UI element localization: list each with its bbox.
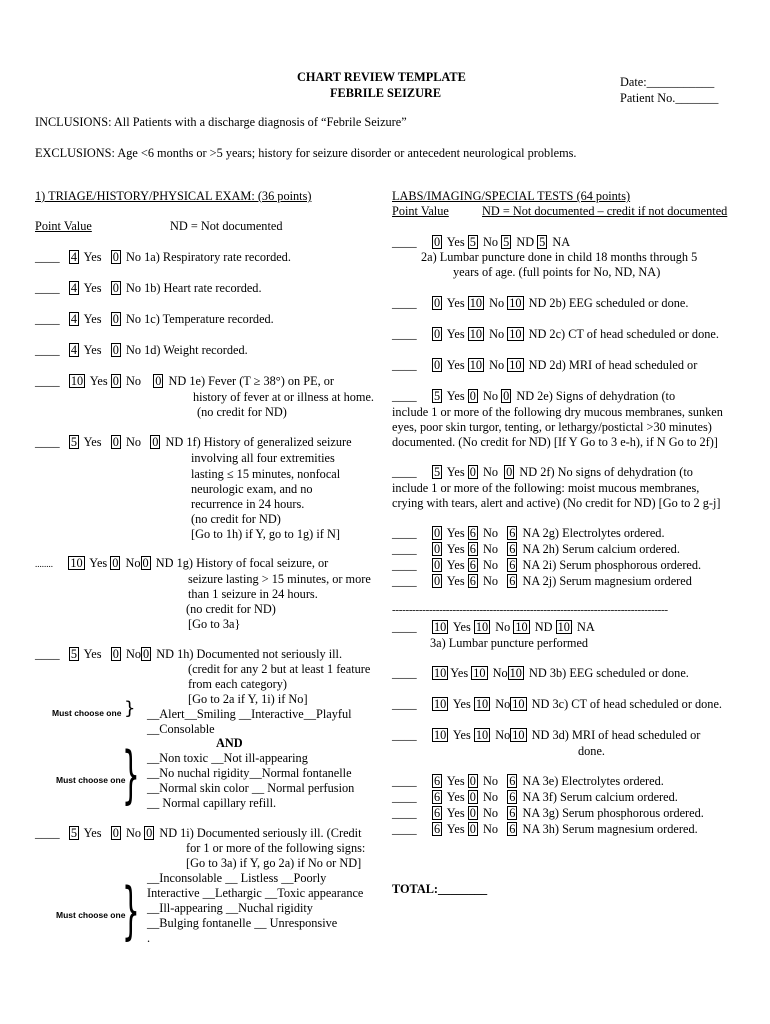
must-choose-label: Must choose one xyxy=(52,708,122,718)
na-label: NA xyxy=(576,620,595,634)
item-3e xyxy=(392,774,664,790)
yes-label: Yes xyxy=(446,389,465,403)
score-box[interactable]: 5 xyxy=(70,826,77,840)
score-box[interactable]: 6 xyxy=(469,574,476,588)
score-box[interactable]: 10 xyxy=(469,296,483,310)
item-1g-line3: than 1 seizure in 24 hours. xyxy=(188,587,318,601)
score-blank[interactable]: ____ xyxy=(392,574,417,588)
total-field[interactable]: TOTAL:________ xyxy=(392,882,488,896)
score-box[interactable]: 6 xyxy=(509,790,516,804)
score-box[interactable]: 10 xyxy=(557,620,570,634)
no-label: No xyxy=(492,666,508,680)
score-box[interactable]: 6 xyxy=(433,790,441,804)
score-box[interactable]: 6 xyxy=(469,558,476,572)
no-label: No xyxy=(482,574,498,588)
item-1h-line6[interactable]: __Consolable xyxy=(147,722,215,736)
item-3h xyxy=(392,822,698,838)
item-3d-line2: done. xyxy=(578,744,605,758)
score-box[interactable]: 10 xyxy=(475,728,489,742)
item-2h xyxy=(392,542,680,558)
score-box[interactable]: 0 xyxy=(469,806,476,820)
item-2f-line2: include 1 or more of the following: moist mucous membranes, xyxy=(392,481,700,495)
score-box[interactable]: 0 xyxy=(433,327,441,341)
item-1e xyxy=(35,374,334,390)
score-blank[interactable]: ____ xyxy=(35,374,60,388)
item-text: NA 3e) Electrolytes ordered. xyxy=(522,774,664,788)
no-label: No xyxy=(489,296,505,310)
score-blank[interactable]: ____ xyxy=(392,235,417,249)
score-box[interactable]: 6 xyxy=(509,558,516,572)
score-blank[interactable]: ____ xyxy=(35,250,60,264)
item-text: ND 2d) MRI of head scheduled or xyxy=(528,358,698,372)
item-1h-line2: (credit for any 2 but at least 1 feature xyxy=(188,662,371,676)
score-blank[interactable]: ____ xyxy=(392,558,417,572)
inclusions-text: INCLUSIONS: All Patients with a discharge diagnosis of “Febrile Seizure” xyxy=(35,115,407,129)
left-nd-note: ND = Not documented xyxy=(170,219,283,233)
item-3a-line2: 3a) Lumbar puncture performed xyxy=(430,636,589,650)
score-box[interactable]: 0 xyxy=(143,647,150,661)
yes-label: Yes xyxy=(83,647,102,661)
item-1h-line8[interactable]: __No nuchal rigidity__Normal fontanelle xyxy=(147,766,352,780)
score-box[interactable]: 5 xyxy=(70,647,77,661)
item-1i-line8: . xyxy=(147,931,151,945)
score-blank[interactable]: ____ xyxy=(392,774,417,788)
score-blank[interactable]: ____ xyxy=(35,281,60,295)
score-box[interactable]: 0 xyxy=(469,790,476,804)
no-label: No xyxy=(482,822,498,836)
score-box[interactable]: 4 xyxy=(70,343,77,357)
score-box[interactable]: 0 xyxy=(469,774,476,788)
yes-label: Yes xyxy=(89,374,108,388)
score-blank[interactable]: ____ xyxy=(392,389,417,403)
item-1i-line5[interactable]: Interactive __Lethargic __Toxic appearance xyxy=(147,886,364,900)
item-1i-line6[interactable]: __Ill-appearing __Nuchal rigidity xyxy=(147,901,313,915)
yes-label: Yes xyxy=(83,250,102,264)
no-label: No xyxy=(125,556,141,570)
score-box[interactable]: 0 xyxy=(152,435,159,449)
item-2a xyxy=(392,235,570,251)
yes-label: Yes xyxy=(446,327,465,341)
section1-title: 1) TRIAGE/HISTORY/PHYSICAL EXAM: (36 points) xyxy=(35,189,312,203)
score-blank[interactable]: ____ xyxy=(392,526,417,540)
score-box[interactable]: 5 xyxy=(503,235,510,249)
item-text: ND 2c) CT of head scheduled or done. xyxy=(528,327,719,341)
yes-label: Yes xyxy=(446,235,465,249)
item-text: No 1c) Temperature recorded. xyxy=(125,312,274,326)
item-2f xyxy=(392,465,693,481)
score-box[interactable]: 6 xyxy=(509,774,516,788)
yes-label: Yes xyxy=(446,558,465,572)
item-1h-line3: from each category) xyxy=(188,677,287,691)
no-label: No xyxy=(125,826,142,840)
item-text: NA 3f) Serum calcium ordered. xyxy=(522,790,678,804)
score-box[interactable]: 0 xyxy=(433,358,441,372)
item-1i-line7[interactable]: __Bulging fontanelle __ Unresponsive xyxy=(147,916,338,930)
doc-subtitle: FEBRILE SEIZURE xyxy=(330,86,442,100)
item-1f-line5: recurrence in 24 hours. xyxy=(191,497,305,511)
yes-label: Yes xyxy=(446,822,465,836)
yes-label: Yes xyxy=(83,281,102,295)
item-1g-line5: [Go to 3a} xyxy=(188,617,241,631)
score-blank[interactable]: ____ xyxy=(392,620,417,634)
no-label: No xyxy=(125,647,142,661)
item-3f xyxy=(392,790,678,806)
item-text: ND 1g) History of focal seizure, or xyxy=(155,556,329,570)
score-box[interactable]: 0 xyxy=(142,556,149,570)
item-2e-line4: documented. (No credit for ND) [If Y Go to 3 e-h), if N Go to 2f)] xyxy=(392,435,718,449)
item-3c xyxy=(392,697,722,713)
brace-icon: } xyxy=(122,874,140,947)
item-1h-line10[interactable]: __ Normal capillary refill. xyxy=(147,796,277,810)
score-box[interactable]: 0 xyxy=(112,647,119,661)
item-text: ND 3b) EEG scheduled or done. xyxy=(529,666,689,680)
no-label: No xyxy=(482,806,498,820)
no-label: No xyxy=(482,790,498,804)
no-label: No xyxy=(495,620,511,634)
score-box[interactable]: 0 xyxy=(112,250,119,264)
yes-label: Yes xyxy=(450,666,469,680)
item-1a xyxy=(35,250,291,266)
score-box[interactable]: 0 xyxy=(112,281,119,295)
score-box[interactable]: 10 xyxy=(509,666,522,680)
item-2a-line2: 2a) Lumbar puncture done in child 18 months through 5 xyxy=(421,250,698,264)
item-1i-line2: for 1 or more of the following signs: xyxy=(186,841,366,855)
score-box[interactable]: 6 xyxy=(509,822,516,836)
item-2e-line2: include 1 or more of the following dry mucous membranes, sunken xyxy=(392,405,723,419)
item-1g-line4: (no credit for ND) xyxy=(186,602,276,616)
item-3d xyxy=(392,728,700,744)
item-2c xyxy=(392,327,719,343)
score-blank[interactable]: ____ xyxy=(392,666,417,680)
score-box[interactable]: 0 xyxy=(503,389,510,403)
no-label: No xyxy=(489,327,505,341)
score-box[interactable]: 10 xyxy=(473,666,486,680)
item-1b xyxy=(35,281,262,297)
score-box[interactable]: 10 xyxy=(512,697,525,711)
date-field[interactable]: Date:___________ xyxy=(620,75,715,89)
yes-label: Yes xyxy=(452,697,471,711)
score-box[interactable]: 5 xyxy=(70,435,77,449)
score-box[interactable]: 6 xyxy=(509,542,516,556)
item-text: ND 1f) History of generalized seizure xyxy=(165,435,352,449)
item-text: ND 3c) CT of head scheduled or done. xyxy=(531,697,722,711)
na-label: NA xyxy=(552,235,571,249)
score-box[interactable]: 0 xyxy=(146,826,153,840)
brace-icon: } xyxy=(122,738,140,811)
exclusions-text: EXCLUSIONS: Age <6 months or >5 years; history for seizure disorder or antecedent neurological problems. xyxy=(35,146,577,160)
item-1c xyxy=(35,312,274,328)
yes-label: Yes xyxy=(452,620,471,634)
item-text: NA 3h) Serum magnesium ordered. xyxy=(522,822,698,836)
item-2b xyxy=(392,296,688,312)
yes-label: Yes xyxy=(446,774,465,788)
no-label: No xyxy=(495,697,511,711)
score-box[interactable]: 10 xyxy=(512,728,525,742)
score-box[interactable]: 10 xyxy=(433,697,447,711)
score-box[interactable]: 0 xyxy=(433,574,441,588)
item-2e xyxy=(392,389,675,405)
score-blank[interactable]: ____ xyxy=(392,697,417,711)
yes-label: Yes xyxy=(446,526,465,540)
item-text: NA 2h) Serum calcium ordered. xyxy=(522,542,680,556)
score-box[interactable]: 0 xyxy=(112,556,119,570)
item-text: No 1a) Respiratory rate recorded. xyxy=(125,250,291,264)
item-text: NA 3g) Serum phosphorous ordered. xyxy=(522,806,704,820)
no-label: No xyxy=(495,728,511,742)
score-box[interactable]: 6 xyxy=(509,574,516,588)
no-label: No xyxy=(489,358,505,372)
score-box[interactable]: 0 xyxy=(112,343,119,357)
no-label: No xyxy=(482,542,498,556)
item-3b xyxy=(392,666,689,682)
score-blank[interactable]: ____ xyxy=(35,343,60,357)
score-blank[interactable]: ____ xyxy=(392,822,417,836)
score-blank[interactable]: ____ xyxy=(35,435,60,449)
nd-label: ND xyxy=(516,235,535,249)
yes-label: Yes xyxy=(89,556,108,570)
no-label: No xyxy=(125,435,142,449)
item-1f-line6: (no credit for ND) xyxy=(191,512,281,526)
nd-label: ND xyxy=(534,620,553,634)
score-box[interactable]: 10 xyxy=(70,556,83,570)
score-box[interactable]: 10 xyxy=(475,620,489,634)
item-text: ND 3d) MRI of head scheduled or xyxy=(531,728,701,742)
score-box[interactable]: 4 xyxy=(70,281,77,295)
no-label: No xyxy=(125,374,141,388)
item-text: ND 1e) Fever (T ≥ 38°) on PE, or xyxy=(168,374,334,388)
item-text: NA 2i) Serum phosphorous ordered. xyxy=(522,558,702,572)
no-label: No xyxy=(482,235,498,249)
yes-label: Yes xyxy=(446,542,465,556)
right-point-value-header: Point Value xyxy=(392,204,449,218)
item-text: ND 1h) Documented not seriously ill. xyxy=(156,647,343,661)
score-box[interactable]: 6 xyxy=(433,822,441,836)
right-nd-note: ND = Not documented – credit if not documented xyxy=(482,204,728,218)
yes-label: Yes xyxy=(446,574,465,588)
yes-label: Yes xyxy=(446,790,465,804)
score-box[interactable]: 10 xyxy=(509,327,522,341)
item-1h-line4: [Go to 2a if Y, 1i) if No] xyxy=(188,692,308,706)
left-point-value-header: Point Value xyxy=(35,219,92,233)
item-2j xyxy=(392,574,692,590)
score-box[interactable]: 10 xyxy=(433,666,447,680)
no-label: No xyxy=(482,558,498,572)
item-text: ND 2b) EEG scheduled or done. xyxy=(528,296,689,310)
item-1f-line3: lasting ≤ 15 minutes, nonfocal xyxy=(191,467,341,481)
score-box[interactable]: 4 xyxy=(70,250,77,264)
score-box[interactable]: 6 xyxy=(469,526,476,540)
section2-title: LABS/IMAGING/SPECIAL TESTS (64 points) xyxy=(392,189,631,203)
score-box[interactable]: 10 xyxy=(469,358,483,372)
item-1f-line4: neurologic exam, and no xyxy=(191,482,313,496)
score-blank[interactable]: ____ xyxy=(392,465,417,479)
item-text: NA 2g) Electrolytes ordered. xyxy=(522,526,665,540)
score-box[interactable]: 10 xyxy=(433,620,447,634)
score-box[interactable]: 10 xyxy=(433,728,447,742)
score-box[interactable]: 0 xyxy=(469,465,476,479)
yes-label: Yes xyxy=(83,435,102,449)
no-label: No xyxy=(482,774,498,788)
section-divider: ---------------------------------------------------------------------------------- xyxy=(392,604,668,616)
item-1e-line2: history of fever at or illness at home. xyxy=(193,390,374,404)
score-box[interactable]: 5 xyxy=(469,235,476,249)
score-box[interactable]: 10 xyxy=(70,374,84,388)
score-box[interactable]: 6 xyxy=(433,774,441,788)
item-1i-line4[interactable]: __Inconsolable __ Listless __Poorly xyxy=(147,871,327,885)
score-box[interactable]: 0 xyxy=(433,296,441,310)
yes-label: Yes xyxy=(83,826,102,840)
no-label: No xyxy=(482,465,498,479)
score-box[interactable]: 5 xyxy=(433,465,441,479)
score-box[interactable]: 10 xyxy=(509,358,522,372)
score-box[interactable]: 6 xyxy=(433,806,441,820)
yes-label: Yes xyxy=(83,343,102,357)
item-1i-line3: [Go to 3a) if Y, go 2a) if No or ND] xyxy=(186,856,362,870)
doc-title: CHART REVIEW TEMPLATE xyxy=(297,70,466,84)
item-1i xyxy=(35,826,362,842)
score-box[interactable]: 0 xyxy=(433,558,441,572)
brace-icon: } xyxy=(124,698,136,719)
score-blank[interactable]: ____ xyxy=(392,296,417,310)
item-1h-line9[interactable]: __Normal skin color __ Normal perfusion xyxy=(147,781,355,795)
score-box[interactable]: 4 xyxy=(70,312,77,326)
score-box[interactable]: 0 xyxy=(433,526,441,540)
score-box[interactable]: 6 xyxy=(469,542,476,556)
score-blank[interactable]: ____ xyxy=(392,728,417,742)
score-box[interactable]: 10 xyxy=(475,697,489,711)
score-box[interactable]: 0 xyxy=(155,374,162,388)
no-label: No xyxy=(482,389,498,403)
score-blank[interactable]: ____ xyxy=(392,542,417,556)
item-text: ND 2f) No signs of dehydration (to xyxy=(519,465,693,479)
item-3a xyxy=(392,620,595,636)
score-blank[interactable]: ____ xyxy=(35,312,60,326)
item-1d xyxy=(35,343,248,359)
score-box[interactable]: 0 xyxy=(433,542,441,556)
item-text: No 1b) Heart rate recorded. xyxy=(125,281,262,295)
yes-label: Yes xyxy=(446,296,465,310)
yes-label: Yes xyxy=(446,465,465,479)
item-3g xyxy=(392,806,704,822)
yes-label: Yes xyxy=(452,728,471,742)
score-box[interactable]: 6 xyxy=(509,806,516,820)
item-1f xyxy=(35,435,352,451)
patient-no-field[interactable]: Patient No._______ xyxy=(620,91,719,105)
item-1e-line3: (no credit for ND) xyxy=(197,405,287,419)
item-2g xyxy=(392,526,665,542)
item-2d xyxy=(392,358,697,374)
yes-label: Yes xyxy=(446,806,465,820)
score-blank[interactable]: ____ xyxy=(35,826,60,840)
item-1f-line2: involving all four extremities xyxy=(191,451,335,465)
must-choose-label: Must choose one xyxy=(56,910,126,920)
item-1h xyxy=(35,647,342,663)
score-box[interactable]: 5 xyxy=(433,389,441,403)
item-text: ND 1i) Documented seriously ill. (Credit xyxy=(159,826,362,840)
score-blank[interactable]: ........ xyxy=(35,559,53,569)
yes-label: Yes xyxy=(83,312,102,326)
score-box[interactable]: 0 xyxy=(469,389,476,403)
must-choose-label: Must choose one xyxy=(56,775,126,785)
score-box[interactable]: 0 xyxy=(112,435,119,449)
score-box[interactable]: 10 xyxy=(515,620,528,634)
score-box[interactable]: 10 xyxy=(509,296,522,310)
item-text: ND 2e) Signs of dehydration (to xyxy=(516,389,676,403)
item-text: No 1d) Weight recorded. xyxy=(125,343,248,357)
yes-label: Yes xyxy=(446,358,465,372)
score-box[interactable]: 6 xyxy=(509,526,516,540)
and-label: AND xyxy=(216,736,243,750)
item-2i xyxy=(392,558,701,574)
item-text: NA 2j) Serum magnesium ordered xyxy=(522,574,692,588)
score-box[interactable]: 5 xyxy=(539,235,546,249)
score-box[interactable]: 0 xyxy=(112,312,119,326)
score-box[interactable]: 0 xyxy=(469,822,476,836)
item-2f-line3: crying with tears, alert and active) (No credit for ND) [Go to 2 g-j] xyxy=(392,496,721,510)
score-box[interactable]: 0 xyxy=(506,465,513,479)
no-label: No xyxy=(482,526,498,540)
score-box[interactable]: 0 xyxy=(433,235,441,249)
score-box[interactable]: 0 xyxy=(112,826,119,840)
score-blank[interactable]: ____ xyxy=(35,647,60,661)
item-2e-line3: eyes, poor skin turgor, tenting, or lethargy/postictal >30 minutes) xyxy=(392,420,712,434)
item-1g-line2: seizure lasting > 15 minutes, or more xyxy=(188,572,371,586)
score-blank[interactable]: ____ xyxy=(392,327,417,341)
score-blank[interactable]: ____ xyxy=(392,790,417,804)
item-1h-line5[interactable]: __Alert__Smiling __Interactive__Playful xyxy=(147,707,352,721)
score-box[interactable]: 10 xyxy=(469,327,483,341)
score-blank[interactable]: ____ xyxy=(392,358,417,372)
item-1h-line7[interactable]: __Non toxic __Not ill-appearing xyxy=(147,751,308,765)
item-1g xyxy=(35,556,328,573)
score-blank[interactable]: ____ xyxy=(392,806,417,820)
item-1f-line7: [Go to 1h) if Y, go to 1g) if N] xyxy=(191,527,340,541)
score-box[interactable]: 0 xyxy=(112,374,119,388)
item-2a-line3: years of age. (full points for No, ND, NA) xyxy=(453,265,661,279)
